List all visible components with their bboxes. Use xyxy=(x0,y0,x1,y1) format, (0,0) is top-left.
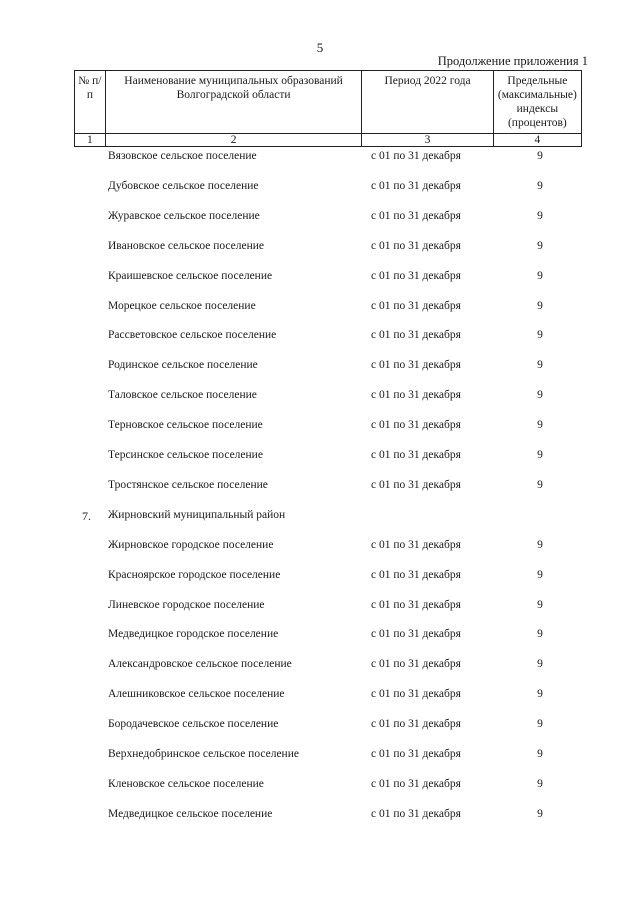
row-index-value: 9 xyxy=(537,240,543,252)
row-period: с 01 по 31 декабря xyxy=(371,599,461,611)
table-row xyxy=(0,808,640,828)
table-row xyxy=(0,688,640,708)
page-number: 5 xyxy=(316,40,324,55)
row-municipality-name: Дубовское сельское поселение xyxy=(108,180,259,192)
row-index-value: 9 xyxy=(537,599,543,611)
row-municipality-name: Верхнедобринское сельское поселение xyxy=(108,748,299,760)
table-row xyxy=(0,240,640,260)
row-index-value: 9 xyxy=(537,628,543,640)
row-index-value: 9 xyxy=(537,329,543,341)
row-municipality-name: Терновское сельское поселение xyxy=(108,419,263,431)
column-number-row xyxy=(75,134,582,147)
table-row xyxy=(0,628,640,648)
row-index-value: 9 xyxy=(537,300,543,312)
row-period: с 01 по 31 декабря xyxy=(371,539,461,551)
row-period: с 01 по 31 декабря xyxy=(371,419,461,431)
table-row xyxy=(0,210,640,230)
row-municipality-name: Алешниковское сельское поселение xyxy=(108,688,285,700)
table-row xyxy=(0,569,640,589)
row-number: 7. xyxy=(82,509,91,523)
row-municipality-name: Краишевское сельское поселение xyxy=(108,270,273,282)
header-municipality-name: Наименование муниципальных образований Волгоградской области xyxy=(105,71,362,134)
row-period: с 01 по 31 декабря xyxy=(371,479,461,491)
row-index-value: 9 xyxy=(537,210,543,222)
column-number-2: 2 xyxy=(105,134,362,147)
row-index-value: 9 xyxy=(537,658,543,670)
row-index-value: 9 xyxy=(537,479,543,491)
row-municipality-name: Рассветовское сельское поселение xyxy=(108,329,277,341)
row-period: с 01 по 31 декабря xyxy=(371,778,461,790)
table-row xyxy=(0,479,640,499)
row-index-value: 9 xyxy=(537,359,543,371)
table-row xyxy=(0,389,640,409)
row-index-value: 9 xyxy=(537,688,543,700)
row-municipality-name: Ивановское сельское поселение xyxy=(108,240,265,252)
table-row xyxy=(0,359,640,379)
table-row xyxy=(0,180,640,200)
table-row xyxy=(0,599,640,619)
table-row xyxy=(0,509,640,529)
row-municipality-name: Вязовское сельское поселение xyxy=(108,150,257,162)
column-number-3: 3 xyxy=(362,134,493,147)
row-period: с 01 по 31 декабря xyxy=(371,329,461,341)
table-row xyxy=(0,539,640,559)
row-municipality-name: Родинское сельское поселение xyxy=(108,359,258,371)
row-index-value: 9 xyxy=(537,569,543,581)
row-period: с 01 по 31 декабря xyxy=(371,748,461,760)
row-period: с 01 по 31 декабря xyxy=(371,808,461,820)
row-period: с 01 по 31 декабря xyxy=(371,718,461,730)
row-period: с 01 по 31 декабря xyxy=(371,150,461,162)
continuation-label: Продолжение приложения 1 xyxy=(437,54,588,68)
table-row xyxy=(0,150,640,170)
row-index-value: 9 xyxy=(537,270,543,282)
table-row xyxy=(0,449,640,469)
column-number-1: 1 xyxy=(75,134,106,147)
row-municipality-name: Красноярское городское поселение xyxy=(108,569,281,581)
row-index-value: 9 xyxy=(537,748,543,760)
row-index-value: 9 xyxy=(537,808,543,820)
table-row xyxy=(0,300,640,320)
row-municipality-name: Жирновское городское поселение xyxy=(108,539,274,551)
row-municipality-name: Александровское сельское поселение xyxy=(108,658,292,670)
row-period: с 01 по 31 декабря xyxy=(371,180,461,192)
header-row xyxy=(75,71,582,134)
row-municipality-name: Кленовское сельское поселение xyxy=(108,778,264,790)
row-index-value: 9 xyxy=(537,180,543,192)
row-period: с 01 по 31 декабря xyxy=(371,628,461,640)
row-index-value: 9 xyxy=(537,419,543,431)
row-index-value: 9 xyxy=(537,150,543,162)
row-period: с 01 по 31 декабря xyxy=(371,569,461,581)
row-municipality-name: Медведицкое сельское поселение xyxy=(108,808,273,820)
row-municipality-name: Жирновский муниципальный район xyxy=(108,509,286,521)
row-period: с 01 по 31 декабря xyxy=(371,449,461,461)
row-period: с 01 по 31 декабря xyxy=(371,359,461,371)
row-index-value: 9 xyxy=(537,718,543,730)
row-municipality-name: Линевское городское поселение xyxy=(108,599,265,611)
row-index-value: 9 xyxy=(537,778,543,790)
table-row xyxy=(0,748,640,768)
row-index-value: 9 xyxy=(537,449,543,461)
row-municipality-name: Терсинское сельское поселение xyxy=(108,449,263,461)
row-period: с 01 по 31 декабря xyxy=(371,688,461,700)
header-index: Предельные (максимальные) индексы (процентов) xyxy=(493,71,581,134)
table-row xyxy=(0,658,640,678)
row-index-value: 9 xyxy=(537,539,543,551)
table-header xyxy=(74,70,582,147)
row-period: с 01 по 31 декабря xyxy=(371,389,461,401)
row-municipality-name: Медведицкое городское поселение xyxy=(108,628,279,640)
header-period: Период 2022 года xyxy=(362,71,493,134)
row-municipality-name: Таловское сельское поселение xyxy=(108,389,257,401)
row-period: с 01 по 31 декабря xyxy=(371,270,461,282)
table-row xyxy=(0,270,640,290)
row-municipality-name: Журавское сельское поселение xyxy=(108,210,260,222)
row-period: с 01 по 31 декабря xyxy=(371,658,461,670)
row-period: с 01 по 31 декабря xyxy=(371,300,461,312)
row-index-value: 9 xyxy=(537,389,543,401)
header-number: № п/п xyxy=(75,71,106,134)
row-period: с 01 по 31 декабря xyxy=(371,240,461,252)
row-period: с 01 по 31 декабря xyxy=(371,210,461,222)
column-number-4: 4 xyxy=(493,134,581,147)
row-municipality-name: Тростянское сельское поселение xyxy=(108,479,268,491)
table-row xyxy=(0,419,640,439)
row-municipality-name: Морецкое сельское поселение xyxy=(108,300,256,312)
table-row xyxy=(0,329,640,349)
table-row xyxy=(0,778,640,798)
table-row xyxy=(0,718,640,738)
row-municipality-name: Бородачевское сельское поселение xyxy=(108,718,279,730)
